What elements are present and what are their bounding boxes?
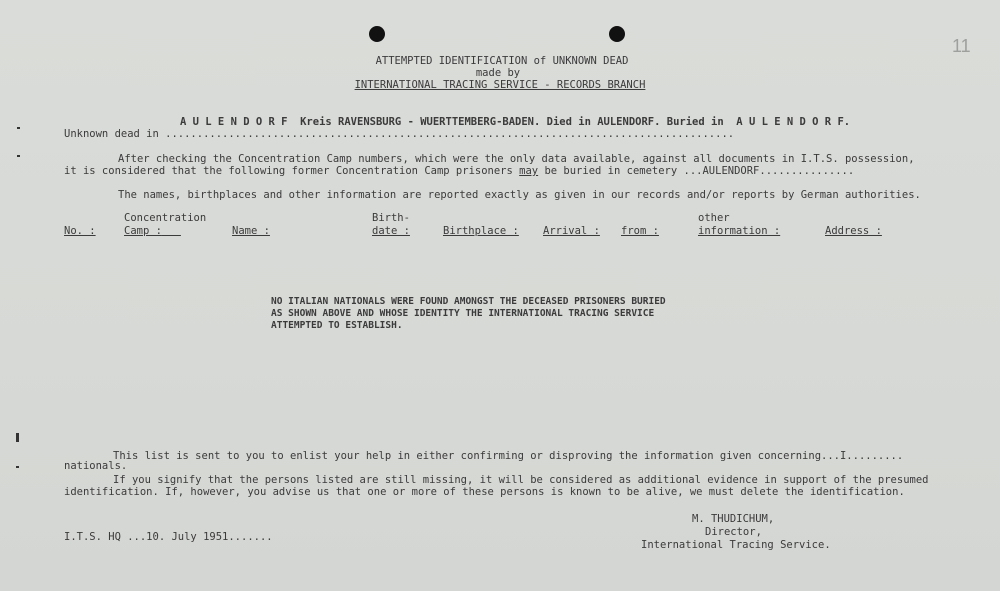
hq-prefix: I.T.S. HQ bbox=[64, 531, 128, 543]
punch-hole-right bbox=[609, 26, 625, 42]
signify-line-2: identification. If, however, you advise us that one or more of these persons is known to be alive, we must delete the identification. bbox=[64, 486, 905, 498]
signer-organization: International Tracing Service. bbox=[641, 539, 831, 551]
checking-line-2: it is considered that the following former Concentration Camp prisoners may be buried in cemetery ...AULENDORF............... bbox=[64, 165, 855, 177]
column-birthdate: date : bbox=[372, 225, 410, 237]
may-underlined: may bbox=[519, 165, 539, 177]
notice-line-3: ATTEMPTED TO ESTABLISH. bbox=[271, 320, 403, 331]
unknown-dead-line: Unknown dead in .......................................................................................... bbox=[64, 128, 735, 140]
column-from: from : bbox=[621, 225, 659, 237]
notice-line-1: NO ITALIAN NATIONALS WERE FOUND AMONGST THE DECEASED PRISONERS BURIED bbox=[271, 296, 666, 307]
notice-line-2: AS SHOWN ABOVE AND WHOSE IDENTITY THE INTERNATIONAL TRACING SERVICE bbox=[271, 308, 655, 319]
margin-mark bbox=[17, 155, 20, 157]
column-other-top: other bbox=[698, 212, 730, 224]
column-name: Name : bbox=[232, 225, 270, 237]
margin-mark bbox=[16, 466, 19, 468]
column-birthplace: Birthplace : bbox=[443, 225, 519, 237]
header-title: ATTEMPTED IDENTIFICATION of UNKNOWN DEAD bbox=[375, 55, 629, 67]
column-other-information: information : bbox=[698, 225, 781, 237]
header-branch: INTERNATIONAL TRACING SERVICE - RECORDS BRANCH bbox=[354, 79, 646, 91]
names-note: The names, birthplaces and other information are reported exactly as given in our records and/or reports by German authorities. bbox=[118, 189, 921, 201]
column-address: Address : bbox=[825, 225, 882, 237]
header-made-by: made by bbox=[475, 67, 521, 79]
margin-mark bbox=[16, 433, 19, 442]
margin-mark bbox=[17, 127, 20, 129]
enlist-line-1: This list is sent to you to enlist your help in either confirming or disproving the information given concerning...I......... bbox=[113, 450, 904, 462]
page-number: 11 bbox=[952, 36, 971, 56]
hq-date-line bbox=[64, 531, 273, 543]
column-no: No. : bbox=[64, 225, 96, 237]
signer-title: Director, bbox=[705, 526, 762, 538]
column-camp-top: Concentration bbox=[124, 212, 207, 224]
enlist-line-2: nationals. bbox=[64, 460, 128, 472]
signify-line-1: If you signify that the persons listed are still missing, it will be considered as additional evidence in support of the presumed bbox=[113, 474, 929, 486]
checking-line-1: After checking the Concentration Camp numbers, which were the only data available, against all documents in I.T.S. possession, bbox=[118, 153, 915, 165]
location-line: A U L E N D O R F Kreis RAVENSBURG - WUERTTEMBERG-BADEN. Died in AULENDORF. Buried in A U L E N D O R F. bbox=[180, 116, 851, 128]
date-value: ...10. July 1951....... bbox=[127, 531, 273, 543]
column-birthdate-top: Birth- bbox=[372, 212, 410, 224]
signer-name: M. THUDICHUM, bbox=[692, 513, 775, 525]
column-camp: Camp : bbox=[124, 225, 162, 237]
column-arrival: Arrival : bbox=[543, 225, 600, 237]
punch-hole-left bbox=[369, 26, 385, 42]
